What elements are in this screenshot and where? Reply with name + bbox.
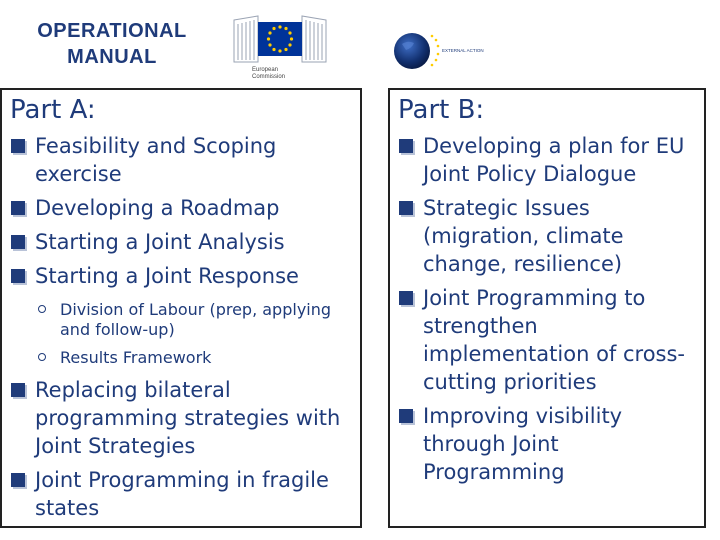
checkbox-bullet-icon — [11, 269, 25, 283]
list-item-text: Strategic Issues (migration, climate change, resilience) — [423, 196, 624, 276]
list-item — [8, 194, 356, 222]
page-title — [26, 18, 198, 70]
list-item — [8, 228, 356, 256]
list-item-text: Improving visibility through Joint Programming — [423, 404, 623, 484]
ec-logo-text-1: European — [252, 67, 279, 73]
list-item-text: Starting a Joint Response — [35, 264, 299, 288]
part-a-list — [8, 132, 356, 528]
checkbox-bullet-icon — [399, 409, 413, 423]
list-item — [8, 466, 356, 522]
list-item-text: Developing a plan for EU Joint Policy Dialogue — [423, 134, 685, 186]
sublist — [35, 300, 356, 368]
checkbox-bullet-icon — [399, 201, 413, 215]
circle-bullet-icon — [38, 353, 46, 361]
part-a-title: Part A: — [10, 95, 96, 125]
sublist-item — [35, 348, 356, 368]
sublist-item-text: Results Framework — [60, 348, 212, 367]
part-b-list — [396, 132, 700, 492]
list-item — [396, 132, 700, 188]
list-item-text: Feasibility and Scoping exercise — [35, 134, 277, 186]
list-item-text: Starting a Joint Analysis — [35, 230, 285, 254]
list-item — [8, 132, 356, 188]
eu-globe-logo — [392, 28, 484, 74]
list-item — [396, 194, 700, 278]
title-line-1: OPERATIONAL — [37, 20, 187, 42]
checkbox-bullet-icon — [11, 201, 25, 215]
part-b-panel — [388, 88, 706, 528]
list-item — [8, 376, 356, 460]
checkbox-bullet-icon — [399, 291, 413, 305]
sublist-item-text: Division of Labour (prep, applying and follow-up) — [60, 300, 332, 339]
title-line-2: MANUAL — [67, 46, 157, 68]
part-a-panel — [0, 88, 362, 528]
list-item — [396, 284, 700, 396]
checkbox-bullet-icon — [11, 383, 25, 397]
list-item-text: Replacing bilateral programming strategies with Joint Strategies — [35, 378, 341, 458]
part-b-title: Part B: — [398, 95, 485, 125]
ec-logo-text-2: Commission — [252, 74, 286, 80]
list-item-text: Joint Programming to strengthen implementation of cross-cutting priorities — [423, 286, 686, 394]
list-item — [396, 402, 700, 486]
checkbox-bullet-icon — [11, 235, 25, 249]
circle-bullet-icon — [38, 305, 46, 313]
list-item-text: Joint Programming in fragile states — [35, 468, 329, 520]
checkbox-bullet-icon — [399, 139, 413, 153]
list-item-text: Developing a Roadmap — [35, 196, 280, 220]
eu-logo-text: EXTERNAL ACTION — [442, 48, 484, 53]
checkbox-bullet-icon — [11, 473, 25, 487]
european-commission-logo — [228, 14, 332, 82]
checkbox-bullet-icon — [11, 139, 25, 153]
list-item — [8, 262, 356, 368]
sublist-item — [35, 300, 356, 340]
